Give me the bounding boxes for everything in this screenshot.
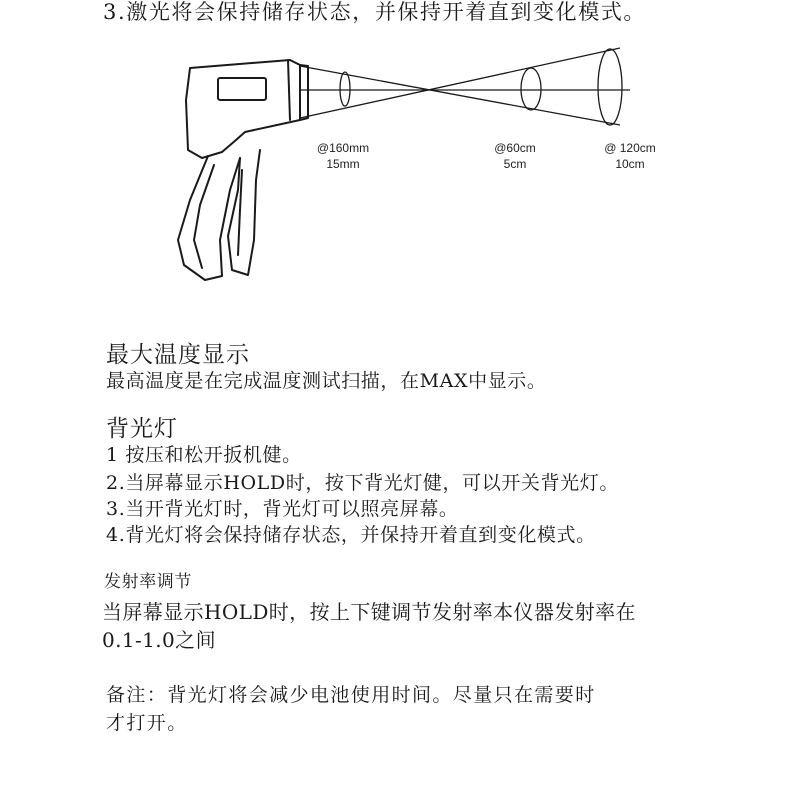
backlight-item-1: 1 按压和松开扳机健。	[106, 444, 302, 466]
emissivity-heading: 发射率调节	[104, 572, 192, 592]
trigger-outline	[228, 150, 260, 275]
far-spot-label	[590, 140, 670, 172]
backlight-item-3: 3.当开背光灯时，背光灯可以照亮屏幕。	[106, 498, 459, 520]
far-spot-size: 10cm	[615, 157, 645, 171]
backlight-heading: 背光灯	[106, 416, 178, 442]
max-temp-body: 最高温度是在完成温度测试扫描，在MAX中显示。	[106, 370, 547, 392]
beam-lower	[300, 48, 620, 118]
far-distance: @ 120cm	[604, 141, 656, 155]
laser-step-3-text: 3.激光将会保持储存状态，并保持开着直到变化模式。	[103, 0, 647, 24]
max-temp-heading: 最大温度显示	[106, 342, 250, 368]
gun-body-outline	[186, 60, 300, 158]
display-window	[218, 78, 266, 100]
emissivity-body-line-2: 0.1-1.0之间	[102, 628, 216, 652]
laser-spot-diagram	[150, 40, 670, 300]
mid-spot-label	[480, 140, 550, 172]
note-line-1: 备注：背光灯将会减少电池使用时间。尽量只在需要时	[106, 684, 596, 706]
mid-spot-size: 5cm	[503, 157, 527, 171]
spot-near	[340, 72, 350, 106]
emissivity-body-line-1: 当屏幕显示HOLD时，按上下键调节发射率本仪器发射率在	[102, 600, 636, 624]
backlight-item-2: 2.当屏幕显示HOLD时，按下背光灯健，可以开关背光灯。	[106, 472, 619, 494]
spot-mid	[521, 68, 541, 110]
spot-far	[598, 49, 622, 125]
near-spot-size: 15mm	[326, 157, 360, 171]
near-distance: @160mm	[316, 141, 370, 155]
mid-distance: @60cm	[494, 141, 536, 155]
backlight-item-4: 4.背光灯将会保持储存状态，并保持开着直到变化模式。	[106, 524, 596, 546]
near-spot-label	[298, 140, 388, 172]
note-line-2: 才打开。	[106, 712, 188, 734]
